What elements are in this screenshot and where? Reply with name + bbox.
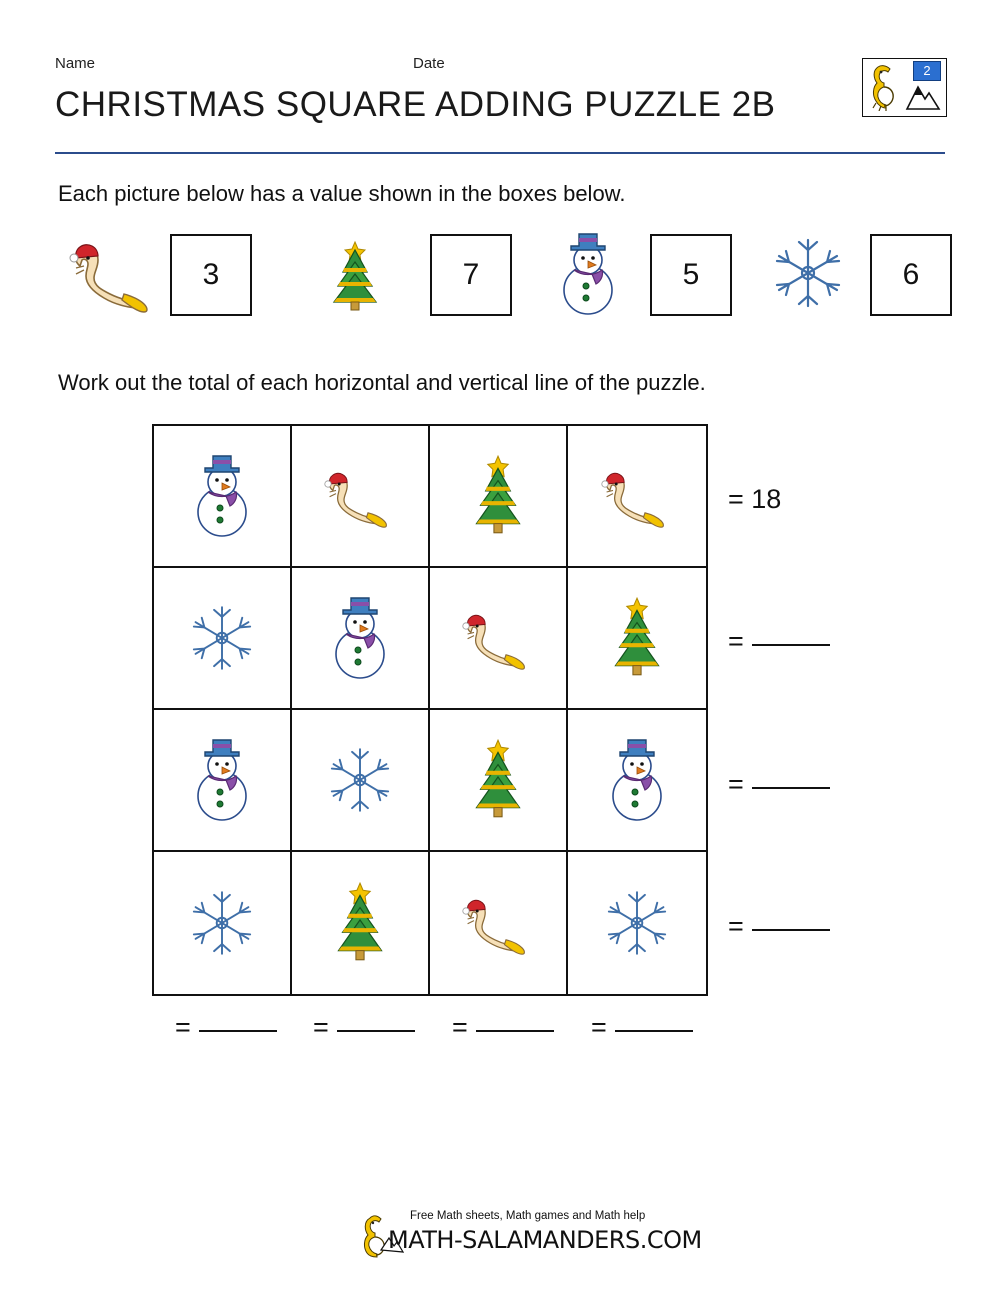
page-title: CHRISTMAS SQUARE ADDING PUZZLE 2B	[55, 85, 776, 124]
grid-row	[154, 710, 706, 852]
column-total-3[interactable]	[452, 1012, 554, 1043]
grid-cell-snowman[interactable]	[154, 426, 292, 568]
snowman-icon	[186, 734, 258, 826]
grid-cell-worm[interactable]	[430, 852, 568, 994]
grid-cell-snowflake[interactable]	[568, 852, 706, 994]
column-total-2[interactable]	[313, 1012, 415, 1043]
column-total-3-sign: =	[452, 1012, 468, 1042]
christmas-tree-icon	[463, 734, 533, 826]
column-total-1[interactable]	[175, 1012, 277, 1043]
footer-tagline: Free Math sheets, Math games and Math help	[410, 1210, 646, 1222]
key-value-worm: 3	[170, 234, 252, 316]
row-total-3-sign: =	[728, 769, 744, 799]
worm-santa-icon	[587, 460, 687, 532]
header-divider	[55, 152, 945, 154]
worksheet-header	[55, 55, 945, 150]
grid-cell-snowflake[interactable]	[292, 710, 430, 852]
worm-santa-icon	[58, 228, 170, 318]
instruction-line-1: Each picture below has a value shown in the boxes below.	[58, 181, 626, 206]
grade-badge: 2	[913, 61, 941, 81]
grid-cell-snowman[interactable]	[568, 710, 706, 852]
column-total-2-blank[interactable]	[337, 1029, 415, 1032]
grid-row	[154, 568, 706, 710]
mountain-icon	[905, 81, 941, 111]
footer	[358, 1208, 702, 1262]
column-total-3-blank[interactable]	[476, 1029, 554, 1032]
row-total-1[interactable]	[728, 484, 781, 515]
key-value-snowflake: 6	[870, 234, 952, 316]
row-total-2-sign: =	[728, 626, 744, 656]
grid-cell-tree[interactable]	[568, 568, 706, 710]
christmas-tree-icon	[325, 877, 395, 969]
snowman-icon	[538, 228, 650, 318]
snowflake-icon	[316, 736, 404, 824]
column-total-1-blank[interactable]	[199, 1029, 277, 1032]
row-total-1-value: = 18	[728, 484, 782, 514]
snowman-icon	[324, 592, 396, 684]
grid-row	[154, 852, 706, 994]
puzzle-grid	[152, 424, 708, 996]
worm-santa-icon	[310, 460, 410, 532]
salamander-icon	[868, 63, 902, 111]
snowflake-icon	[178, 879, 266, 967]
row-total-3[interactable]	[728, 769, 830, 800]
grid-cell-snowflake[interactable]	[154, 568, 292, 710]
snowflake-icon	[758, 228, 870, 318]
column-total-1-sign: =	[175, 1012, 191, 1042]
grid-row	[154, 426, 706, 568]
row-total-2-blank[interactable]	[752, 643, 830, 646]
worm-santa-icon	[448, 887, 548, 959]
christmas-tree-icon	[602, 592, 672, 684]
row-total-4-blank[interactable]	[752, 928, 830, 931]
snowflake-icon	[178, 594, 266, 682]
grid-cell-tree[interactable]	[430, 426, 568, 568]
grid-cell-tree[interactable]	[292, 852, 430, 994]
row-total-2[interactable]	[728, 626, 830, 657]
footer-site: MATH-SALAMANDERS.COM	[388, 1226, 702, 1254]
key-value-snowman: 5	[650, 234, 732, 316]
row-total-4[interactable]	[728, 911, 830, 942]
grid-cell-worm[interactable]	[568, 426, 706, 568]
date-label: Date	[413, 55, 445, 72]
grid-cell-snowman[interactable]	[292, 568, 430, 710]
row-total-4-sign: =	[728, 911, 744, 941]
column-total-4-blank[interactable]	[615, 1029, 693, 1032]
snowman-icon	[186, 450, 258, 542]
grid-cell-snowman[interactable]	[154, 710, 292, 852]
math-salamanders-logo	[862, 58, 947, 117]
grid-cell-tree[interactable]	[430, 710, 568, 852]
column-total-2-sign: =	[313, 1012, 329, 1042]
row-total-3-blank[interactable]	[752, 786, 830, 789]
snowman-icon	[601, 734, 673, 826]
grid-cell-snowflake[interactable]	[154, 852, 292, 994]
column-total-4[interactable]	[591, 1012, 693, 1043]
grid-cell-worm[interactable]	[430, 568, 568, 710]
column-total-4-sign: =	[591, 1012, 607, 1042]
christmas-tree-icon	[463, 450, 533, 542]
value-key-row	[58, 228, 928, 318]
snowflake-icon	[593, 879, 681, 967]
grid-cell-worm[interactable]	[292, 426, 430, 568]
worm-santa-icon	[448, 602, 548, 674]
instruction-line-2: Work out the total of each horizontal and vertical line of the puzzle.	[58, 370, 706, 395]
key-value-tree: 7	[430, 234, 512, 316]
christmas-tree-icon	[318, 228, 430, 318]
name-label: Name	[55, 55, 96, 72]
